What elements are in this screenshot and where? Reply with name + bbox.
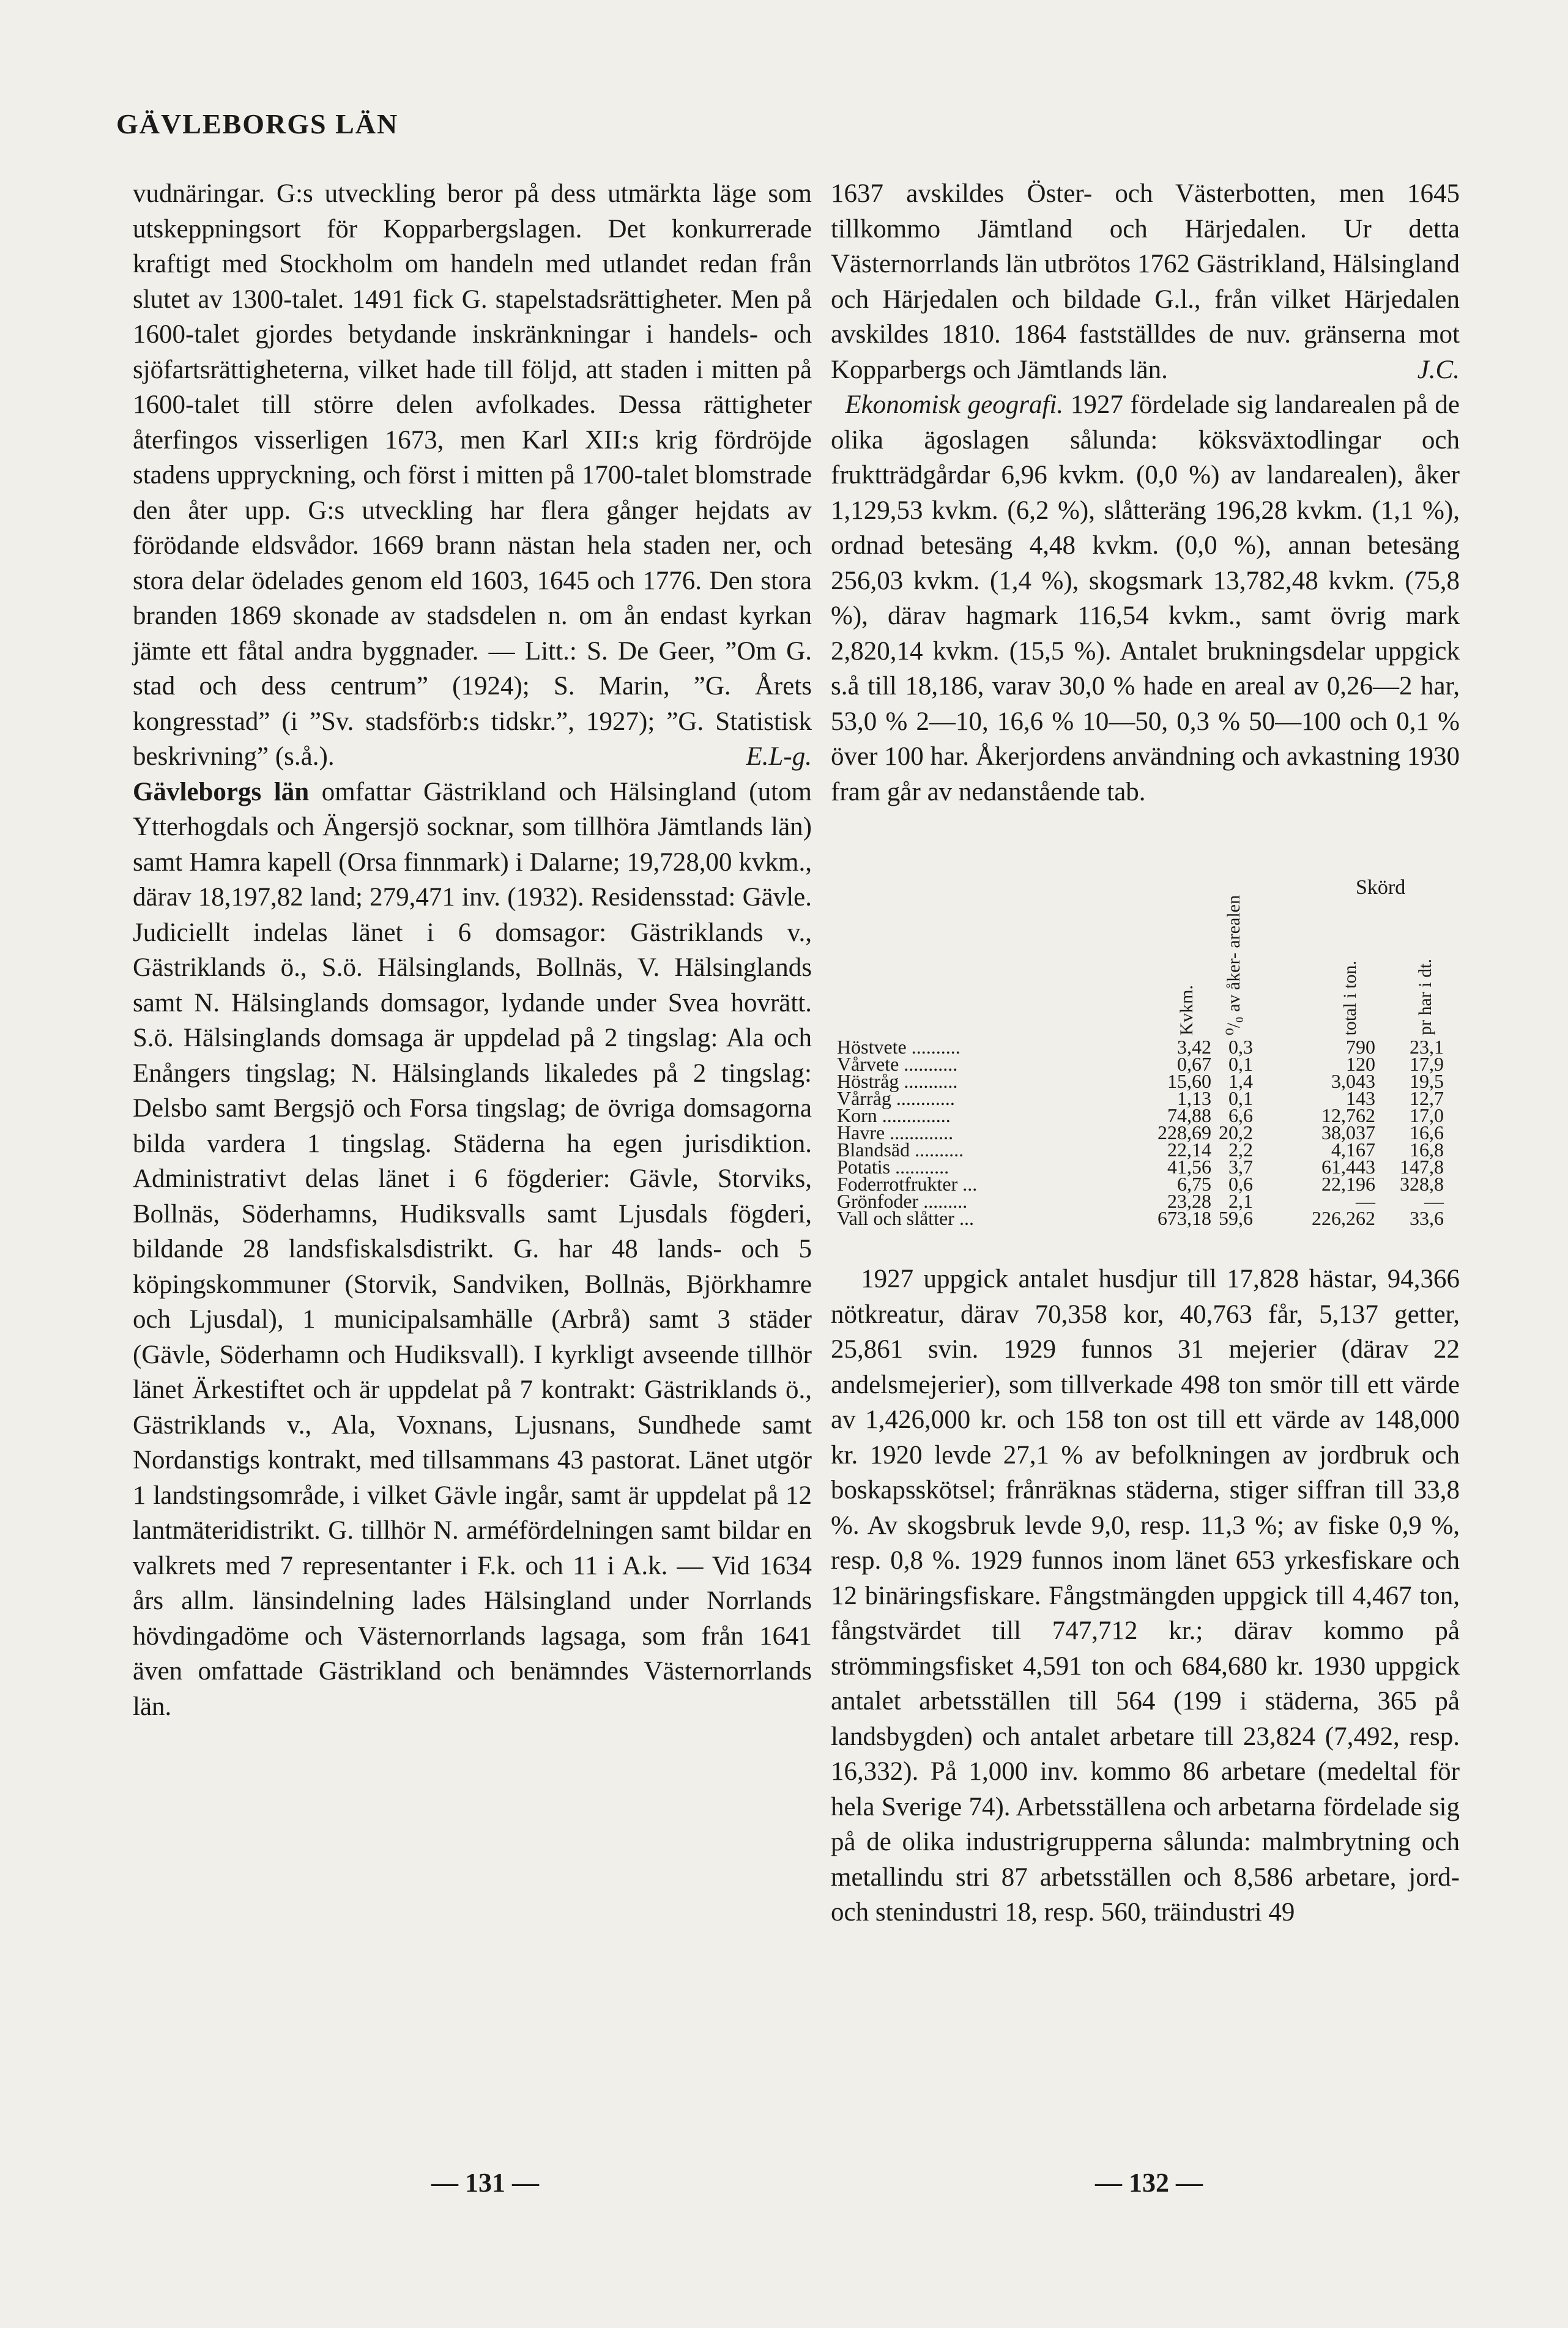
paragraph: Ekonomisk geografi. 1927 fördelade sig landarealen på de olika ägoslagen sålunda: köksväxtodlingar och fruktträdgårdar 6,96 kvkm. (0,0 %) av landarealen), åker 1,129,53 kvkm. (6,2 %), slåtteräng 196,28 kvkm. (1,1 %), ordnad betesäng 4,48 kvkm. (0,0 %), annan betesäng 256,03 kvkm. (1,4 %), skogsmark 13,782,48 kvkm. (75,8 %), därav hagmark 116,54 kvkm., samt övrig mark 2,820,14 kvkm. (15,5 %). Antalet brukningsdelar uppgick s.å till 18,186, varav 30,0 % hade en areal av 0,26—2 har, 53,0 % 2—10, 16,6 % 10—50, 0,3 % 50—100 och 0,1 % över 100 har. Åkerjordens användning och avkastning 1930 fram går av nedanstående tab. — [831, 390, 1460, 806]
cell-pct: 0,1 — [1228, 1053, 1253, 1075]
cell-kvkm: 6,75 — [1177, 1173, 1211, 1195]
paragraph: 1637 avskildes Öster- och Västerbotten, men 1645 tillkommo Jämtland och Härjedalen. Ur detta Västernorrlands län utbrötos 1762 Gästrikland, Hälsingland och Härjedalen och bildade G.l., från vilket Härjedalen avskildes 1810. 1864 fastställdes de nuv. gränserna mot Kopparbergs och Jämtlands län. J.C. — [831, 176, 1460, 387]
cell-ton: 61,443 — [1321, 1156, 1375, 1178]
crop-name: Blandsäd .......... — [837, 1139, 964, 1161]
cell-pct: 0,6 — [1228, 1173, 1253, 1195]
crop-name: Korn .............. — [837, 1104, 951, 1126]
section-heading: Ekonomisk geografi. — [845, 390, 1064, 419]
paragraph: 1927 uppgick antalet husdjur till 17,828 hästar, 94,366 nötkreatur, därav 70,358 kor, 40,763 får, 5,137 getter, 25,861 svin. 1929 funnos 31 mejerier (därav 22 andelsmejerier), som tillverkade 498 ton smör till ett värde av 1,426,000 kr. och 158 ton ost till ett värde av 148,000 kr. 1920 levde 27,1 % av befolkningen av jordbruk och boskapsskötsel; frånräknas städerna, stiger siffran till 33,8 %. Av skogsbruk levde 9,0, resp. 11,3 %; av fiske 0,9 %, resp. 0,8 %. 1929 funnos inom länet 653 yrkesfiskare och 12 binäringsfiskare. Fångstmängden uppgick till 4,467 ton, fångstvärdet till 747,712 kr.; därav kommo på strömmingsfisket 4,591 ton och 684,680 kr. 1930 uppgick antalet arbetsställen till 564 (199 i städerna, 365 på landsbygden) och antalet arbetare till 23,824 (7,492, resp. 16,332). På 1,000 inv. kommo 86 arbetare (medeltal för hela Sverige 74). Arbetsställena och arbetarna fördelade sig på de olika industrigrupperna sålunda: malmbrytning och metallindu stri 87 arbetsställen och 8,586 arbetare, jord- och stenindustri 18, resp. 560, träindustri 49 — [831, 1265, 1460, 1927]
cell-kvkm: 41,56 — [1167, 1156, 1211, 1178]
paragraph: Gävleborgs län omfattar Gästrikland och Hälsingland (utom Ytterhogdals och Ängersjö socknar, som tillhöra Jämtlands län) samt Hamra kapell (Orsa finnmark) i Dalarne; 19,728,00 kvkm., därav 18,197,82 land; 279,471 inv. (1932). Residensstad: Gävle. Judiciellt indelas länet i 6 domsagor: Gästriklands v., Gästriklands ö., S.ö. Hälsinglands, Bollnäs, V. Hälsinglands samt N. Hälsinglands domsagor, lydande under Svea hovrätt. S.ö. Hälsinglands domsaga är uppdelad på 2 tingslag: Ala och Enångers tingslag; N. Hälsinglands likaledes på 2 tingslag: Delsbo samt Bergsjö och Forsa tingslag; de övriga domsagorna bilda vardera 1 tingslag. Städerna ha egen jurisdiktion. Administrativt delas länet i 6 fögderier: Gävle, Storviks, Bollnäs, Söderhamns, Hudiksvalls samt Ljusdals fögderi, bildande 28 landsfiskalsdistrikt. G. har 48 lands- och 5 köpingskommuner (Storvik, Sandviken, Bollnäs, Björkhamre och Ljusdal), 1 municipalsamhälle (Arbrå) samt 3 städer (Gävle, Söderhamn och Hudiksvall). I kyrkligt avseende tillhör länet Ärkestiftet och är uppdelat på 7 kontrakt: Gästriklands ö., Gästriklands v., Ala, Voxnans, Ljusnans, Sundhede samt Nordanstigs kontrakt, med tillsammans 43 pastorat. Länet utgör 1 landstingsområde, i vilket Gävle ingår, samt är uppdelat på 12 lantmäteridistrikt. G. tillhör N. arméfördelningen samt bildar en valkrets med 7 representanter i F.k. och 11 i A.k. — Vid 1634 års allm. länsindelning lades Hälsingland under Norrlands hövdingadöme och Västernorrlands lagsaga, som från 1641 även omfattade Gästrikland och benämndes Västernorrlands län. — [133, 777, 812, 1721]
cell-ton: 12,762 — [1321, 1104, 1375, 1126]
crop-name: Höstråg ........... — [837, 1070, 958, 1092]
col-header-ton: total i ton. — [1340, 960, 1360, 1035]
right-column-continued — [831, 1262, 1460, 1930]
col-header-kvkm: Kvkm. — [1176, 984, 1197, 1035]
cell-pct: 2,1 — [1228, 1190, 1253, 1212]
col-header-pct: ⁰/₀ av åker- arealen — [1224, 894, 1244, 1035]
table-row — [837, 1209, 1449, 1227]
cell-dt: 23,1 — [1410, 1036, 1444, 1058]
author-signature: E.L-g. — [746, 742, 812, 771]
cell-pct: 3,7 — [1228, 1156, 1253, 1178]
cell-pct: 0,1 — [1228, 1087, 1253, 1109]
page-number-left: — 131 — — [431, 2168, 539, 2198]
right-column — [831, 176, 1460, 809]
table-header — [837, 876, 1449, 1035]
cell-pct: 6,6 — [1228, 1104, 1253, 1126]
cell-ton: 143 — [1346, 1087, 1375, 1109]
cell-ton: — — [1356, 1190, 1375, 1212]
cell-dt: — — [1424, 1190, 1444, 1212]
cell-dt: 12,7 — [1410, 1087, 1444, 1109]
cell-kvkm: 22,14 — [1167, 1139, 1211, 1161]
cell-kvkm: 228,69 — [1157, 1121, 1211, 1144]
cell-ton: 120 — [1346, 1053, 1375, 1075]
left-column — [133, 176, 812, 1724]
cell-kvkm: 3,42 — [1177, 1036, 1211, 1058]
cell-ton: 3,043 — [1331, 1070, 1375, 1092]
crop-name: Potatis ........... — [837, 1156, 949, 1178]
crop-name: Havre ............. — [837, 1121, 954, 1144]
cell-kvkm: 1,13 — [1177, 1087, 1211, 1109]
cell-ton: 38,037 — [1321, 1121, 1375, 1144]
cell-dt: 17,0 — [1410, 1104, 1444, 1126]
crop-name: Foderrotfrukter ... — [837, 1173, 978, 1195]
cell-dt: 19,5 — [1410, 1070, 1444, 1092]
cell-dt: 16,6 — [1410, 1121, 1444, 1144]
cell-kvkm: 15,60 — [1167, 1070, 1211, 1092]
cell-dt: 147,8 — [1400, 1156, 1444, 1178]
cell-ton: 22,196 — [1321, 1173, 1375, 1195]
running-head: GÄVLEBORGS LÄN — [116, 108, 399, 139]
crop-name: Vall och slåtter ... — [837, 1207, 974, 1229]
paragraph: vudnäringar. G:s utveckling beror på dess utmärkta läge som utskeppningsort för Kopparbergslagen. Det konkurrerade kraftigt med Stockholm om handeln med utlandet redan från slutet av 1300-talet. 1491 fick G. stapelstadsrättigheter. Men på 1600-talet gjordes betydande inskränkningar i handels- och sjöfartsrättigheterna, vilket hade till följd, att staden i mitten på 1600-talet till större delen avfolkades. Dessa rättigheter återfingos visserligen 1673, men Karl XII:s krig fördröjde stadens uppryckning, och först i mitten på 1700-talet blomstrade den åter upp. G:s utveckling har flera gånger hejdats av förödande eldsvådor. 1669 brann nästan hela staden ner, och stora delar ödelades genom eld 1603, 1645 och 1776. Den stora branden 1869 skonade av stadsdelen n. om ån endast kyrkan jämte ett fåtal andra byggnader. — Litt.: S. De Geer, ”Om G. stad och dess centrum” (1924); S. Marin, ”G. Årets kongresstad” (i ”Sv. stadsförb:s tidskr.”, 1927); ”G. Statistisk beskrivning” (s.å.). E.L-g. — [133, 176, 812, 775]
crop-name: Vårråg ............ — [837, 1087, 955, 1109]
skord-label: Skörd — [1356, 876, 1406, 899]
crop-name: Grönfoder ......... — [837, 1190, 968, 1212]
cell-kvkm: 0,67 — [1177, 1053, 1211, 1075]
cell-pct: 1,4 — [1228, 1070, 1253, 1092]
cell-dt: 17,9 — [1410, 1053, 1444, 1075]
cell-dt: 16,8 — [1410, 1139, 1444, 1161]
crop-name: Höstvete .......... — [837, 1036, 960, 1058]
entry-headword: Gävleborgs län — [133, 777, 310, 806]
col-header-dt: pr har i dt. — [1415, 959, 1435, 1035]
crop-name: Vårvete ........... — [837, 1053, 958, 1075]
cell-kvkm: 23,28 — [1167, 1190, 1211, 1212]
author-signature: J.C. — [1417, 355, 1460, 384]
cell-ton: 226,262 — [1312, 1207, 1375, 1229]
cell-kvkm: 673,18 — [1157, 1207, 1211, 1229]
cell-dt: 328,8 — [1400, 1173, 1444, 1195]
cell-kvkm: 74,88 — [1167, 1104, 1211, 1126]
cell-pct: 2,2 — [1228, 1139, 1253, 1161]
cell-ton: 790 — [1346, 1036, 1375, 1058]
cell-pct: 0,3 — [1228, 1036, 1253, 1058]
page-number-right: — 132 — — [1095, 2168, 1203, 2198]
cell-ton: 4,167 — [1331, 1139, 1375, 1161]
cell-pct: 59,6 — [1219, 1207, 1253, 1229]
cell-dt: 33,6 — [1410, 1207, 1444, 1229]
cell-pct: 20,2 — [1219, 1121, 1253, 1144]
